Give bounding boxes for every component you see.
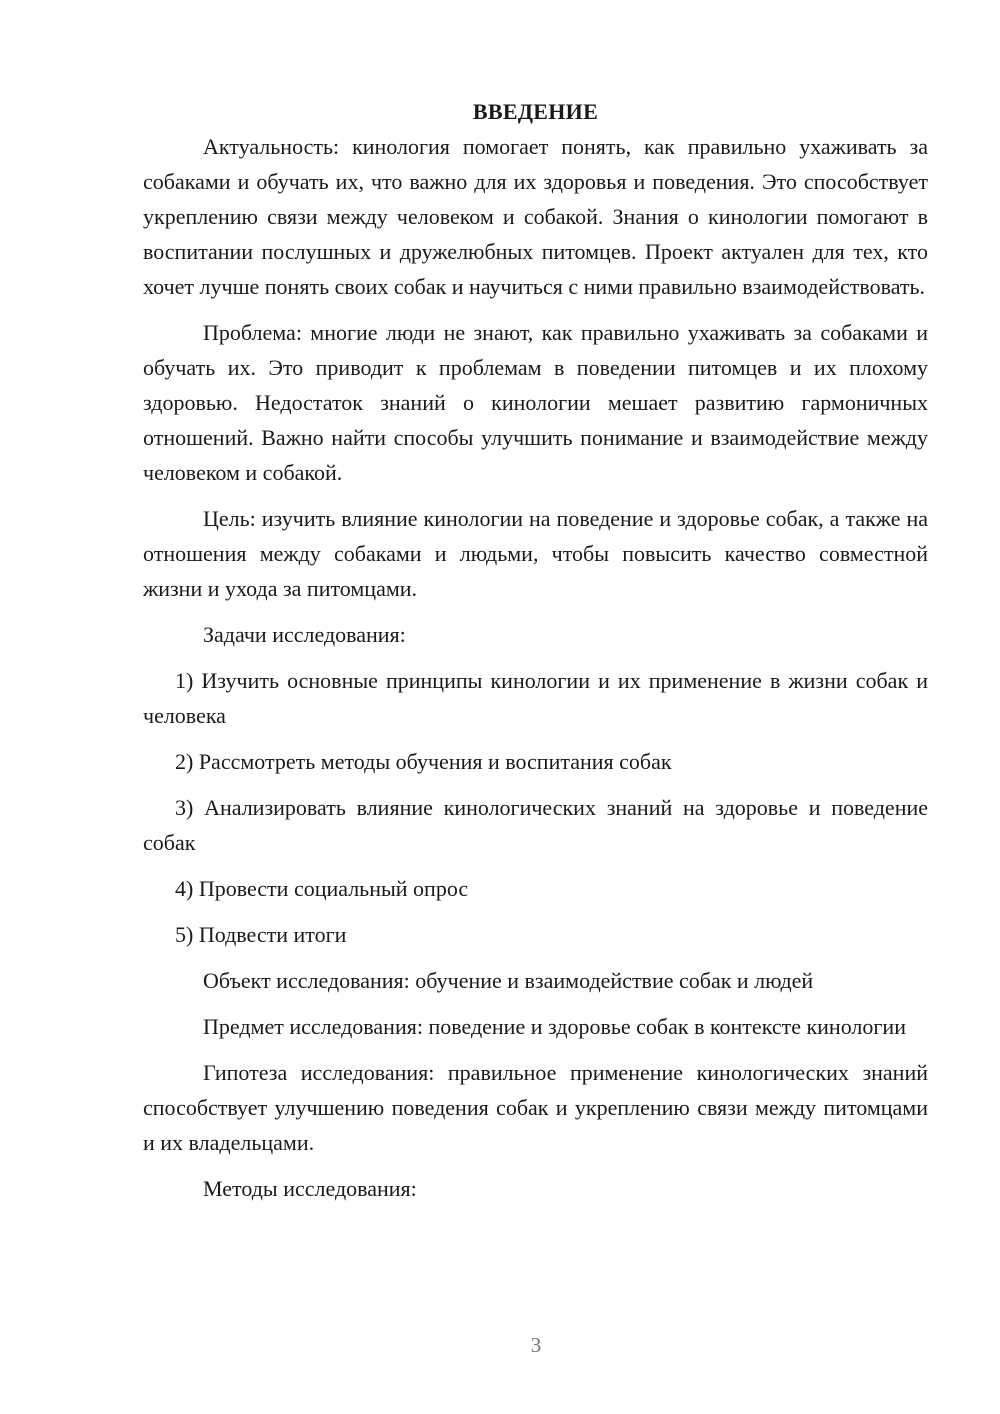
tasks-heading: Задачи исследования: — [203, 622, 406, 647]
task-item-1: 1) Изучить основные принципы кинологии и их применение в жизни собак и человека — [143, 668, 928, 728]
paragraph-subject: Предмет исследования: поведение и здоровье собак в контексте кинологии — [203, 1014, 906, 1039]
paragraph-object: Объект исследования: обучение и взаимодействие собак и людей — [203, 968, 814, 993]
paragraph-relevance: Актуальность: кинология помогает понять, как правильно ухаживать за собаками и обучать их, что важно для их здоровья и поведения. Это способствует укреплению связи между человеком и собакой. Знания о кинологии помогают в воспитании послушных и дружелюбных питомцев. Проект актуален для тех, кто хочет лучше понять своих собак и научиться с ними правильно взаимодействовать. — [143, 134, 928, 299]
paragraph-problem: Проблема: многие люди не знают, как правильно ухаживать за собаками и обучать их. Это приводит к проблемам в поведении питомцев и их плохому здоровью. Недостаток знаний о кинологии мешает развитию гармоничных отношений. Важно найти способы улучшить понимание и взаимодействие между человеком и собакой. — [143, 320, 928, 485]
section-title: ВВЕДЕНИЕ — [472, 99, 599, 124]
task-item-2: 2) Рассмотреть методы обучения и воспитания собак — [175, 749, 672, 774]
task-item-5: 5) Подвести итоги — [175, 922, 347, 947]
page-number: 3 — [530, 1333, 542, 1357]
paragraph-goal: Цель: изучить влияние кинологии на поведение и здоровье собак, а также на отношения между собаками и людьми, чтобы повысить качество совместной жизни и ухода за питомцами. — [143, 506, 928, 601]
paragraph-hypothesis: Гипотеза исследования: правильное применение кинологических знаний способствует улучшению поведения собак и укреплению связи между питомцами и их владельцами. — [143, 1060, 928, 1155]
methods-heading: Методы исследования: — [203, 1176, 417, 1201]
task-item-3: 3) Анализировать влияние кинологических знаний на здоровье и поведение собак — [143, 795, 928, 855]
task-item-4: 4) Провести социальный опрос — [175, 876, 469, 901]
page-content — [143, 94, 928, 1217]
